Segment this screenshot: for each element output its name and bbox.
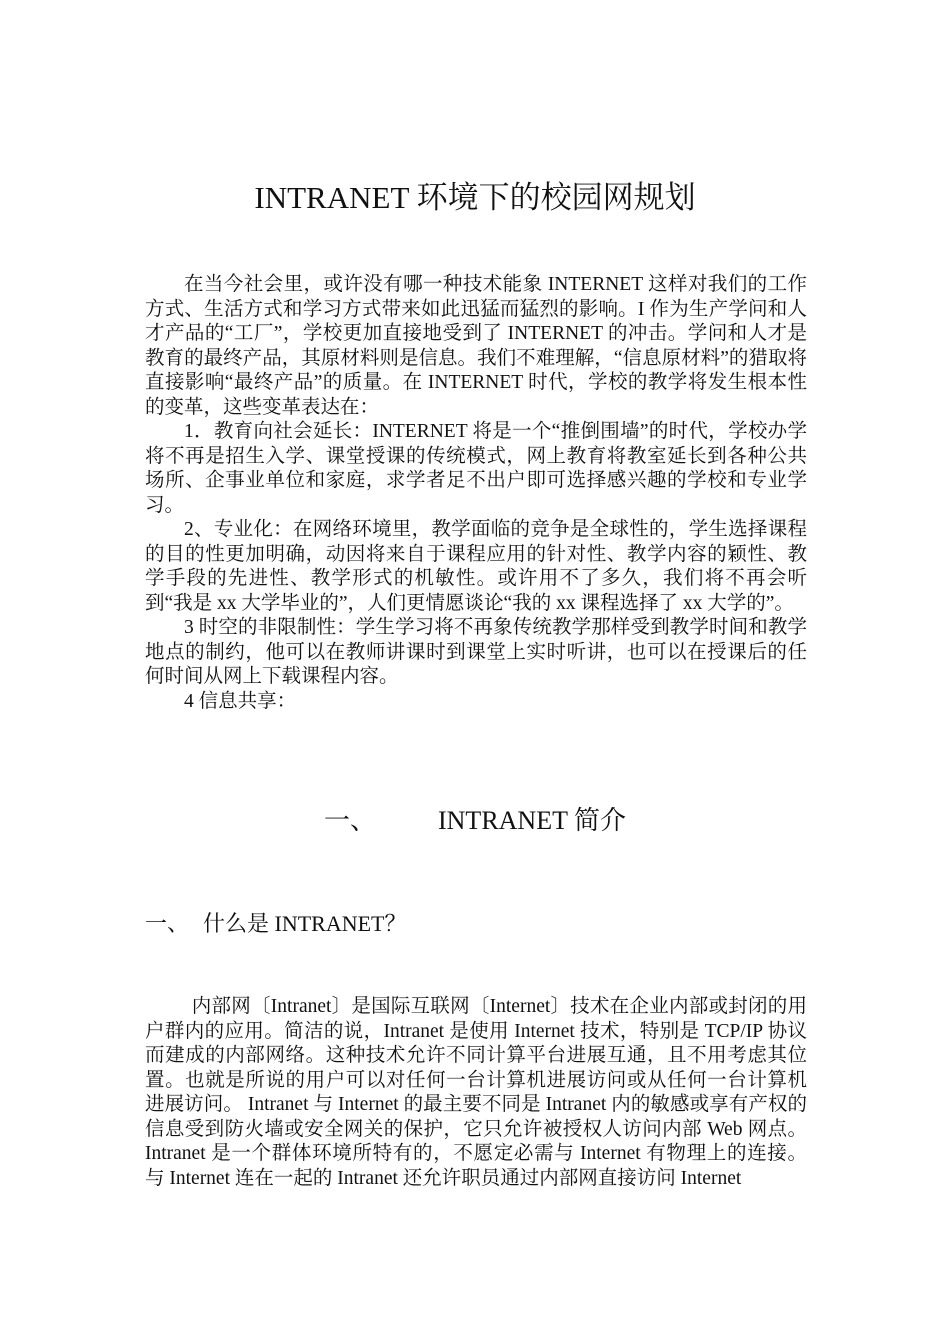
subsection-number: 一、 [145, 911, 190, 936]
intro-paragraph-3: 2、专业化：在网络环境里，教学面临的竞争是全球性的，学生选择课程的目的性更加明确，动因将来自于课程应用的针对性、教学内容的颖性、教学手段的先进性、教学形式的机敏性。或许用不了多久，我们将不再会听到“我是 xx 大学毕业的”，人们更情愿谈论“我的 xx 课程选择了 xx 大学的”。 [145, 519, 807, 614]
section-number: 一、 [323, 806, 376, 835]
section-paragraph-1: 内部网〔Intranet〕是国际互联网〔Internet〕技术在企业内部或封闭的用户群内的应用。简洁的说，Intranet 是使用 Internet 技术，特别是 TCP/IP 协议而建成的内部网络。这种技术允许不同计算平台进展互通，且不用考虑其位置。也就是所说的用户可以对任何一台计算机进展访问或从任何一台计算机进展访问。 Intranet 与 Internet 的最主要不同是 Intranet 内的敏感或享有产权的信息受到防火墙或安全网关的保护，它只允许被授权人访问内部 Web 网点。Intranet 是一个群体环境所特有的，不愿定必需与 Internet 有物理上的连接。与 Internet 连在一起的 Intranet 还允许职员通过内部网直接访问 Internet [145, 996, 807, 1189]
intro-text [145, 273, 807, 714]
intro-paragraph-2: 1．教育向社会延长：INTERNET 将是一个“推倒围墙”的时代，学校办学将不再是招生入学、课堂授课的传统模式，网上教育将教室延长到各种公共场所、企事业单位和家庭，求学者足不出户即可选择感兴趣的学校和专业学习。 [145, 421, 807, 516]
intro-paragraph-4: 3 时空的非限制性：学生学习将不再象传统教学那样受到教学时间和教学地点的制约，他可以在教师讲课时到课堂上实时听讲，也可以在授课后的任何时间从网上下载课程内容。 [145, 617, 807, 687]
section-text [145, 995, 807, 1191]
intro-paragraph-1: 在当今社会里，或许没有哪一种技术能象 INTERNET 这样对我们的工作方式、生活方式和学习方式带来如此迅猛而猛烈的影响。I 作为生产学问和人才产品的“工厂”，学校更加直接地受到了 INTERNET 的冲击。学问和人才是教育的最终产品，其原材料则是信息。我们不难理解，“信息原材料”的猎取将直接影响“最终产品”的质量。在 INTERNET 时代，学校的教学将发生根本性的变革，这些变革表达在： [145, 274, 807, 418]
intro-paragraph-5: 4 信息共享： [184, 690, 297, 712]
subsection-title: 什么是 INTRANET？ [203, 911, 407, 936]
section-heading [0, 803, 950, 839]
section-title: INTRANET 简介 [438, 806, 627, 835]
subsection-heading [145, 908, 407, 940]
document-title: INTRANET 环境下的校园网规划 [254, 180, 696, 215]
